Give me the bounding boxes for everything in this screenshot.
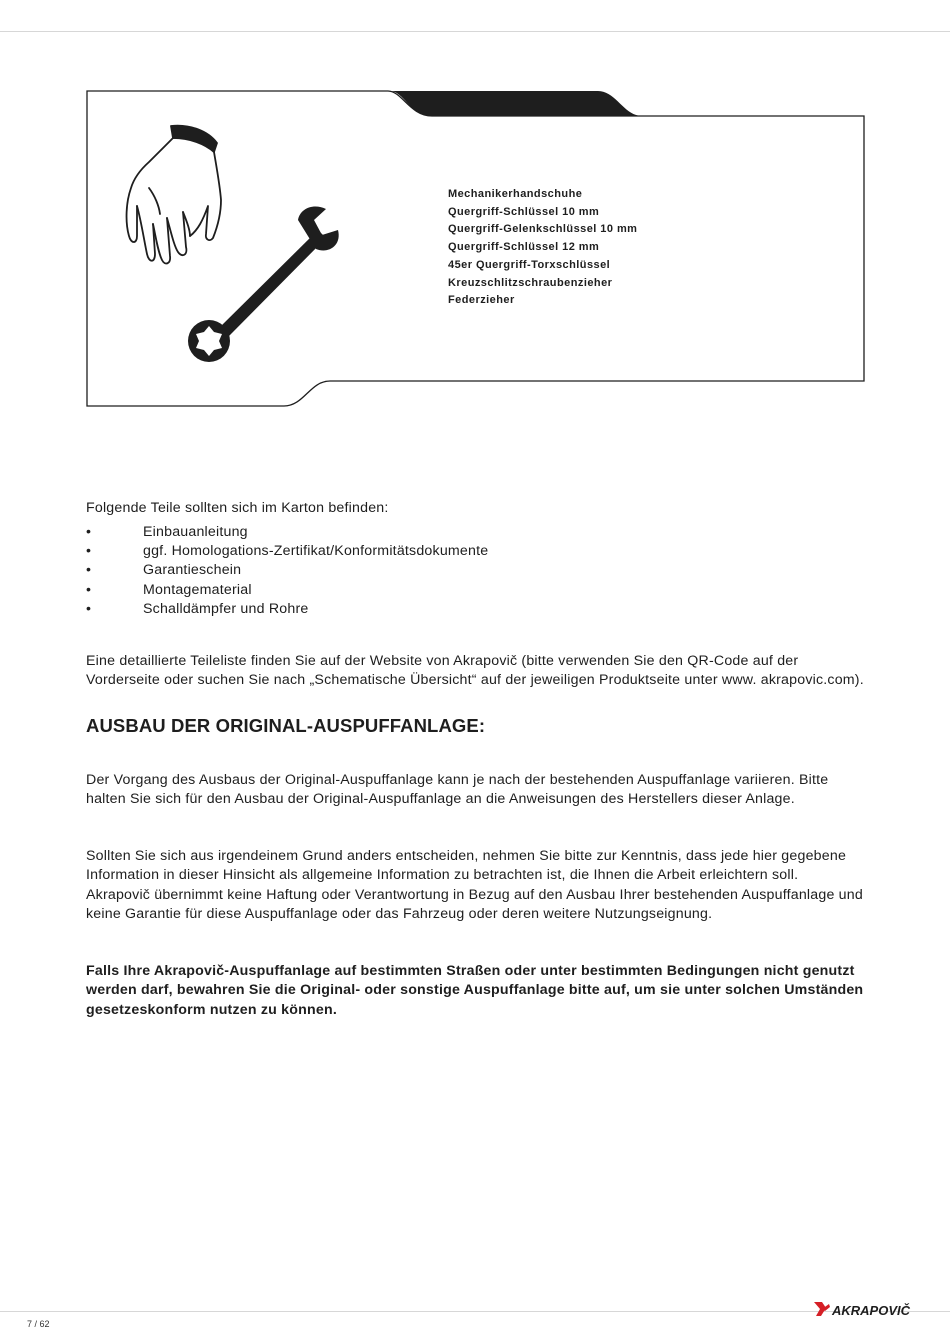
tool-item: Quergriff-Gelenkschlüssel 10 mm xyxy=(448,223,638,236)
removal-paragraph-1: Der Vorgang des Ausbaus der Original-Auspuffanlage kann je nach der bestehenden Auspuffanlage variieren. Bitte halten Sie sich für den Ausbau der Original-Auspuffanlage an die Anweisungen des Herstellers dieser Anlage. xyxy=(86,772,829,808)
wrench-icon xyxy=(188,206,339,362)
tool-item: Mechanikerhandschuhe xyxy=(448,188,583,200)
tool-item: Federzieher xyxy=(448,294,515,307)
parts-list xyxy=(86,523,864,619)
bullet-icon: • xyxy=(86,543,92,560)
tools-frame-tab xyxy=(390,91,642,116)
section-heading: AUSBAU DER ORIGINAL-AUSPUFFANLAGE: xyxy=(86,715,486,736)
parts-detail-paragraph: Eine detaillierte Teileliste finden Sie auf der Website von Akrapovič (bitte verwenden Sie den QR-Code auf der Vorderseite oder suchen Sie nach „Schematische Übersicht“ auf der jeweiligen Produktseite unter www. akrapovic.com). xyxy=(86,653,864,689)
parts-intro: Folgende Teile sollten sich im Karton befinden: xyxy=(86,500,389,517)
akrapovic-logo xyxy=(812,1298,911,1320)
bullet-icon: • xyxy=(86,562,92,579)
scorpion-icon xyxy=(814,1302,830,1316)
parts-list-item xyxy=(86,600,864,619)
tool-item: Quergriff-Schlüssel 12 mm xyxy=(448,241,600,254)
tool-item: Kreuzschlitzschraubenzieher xyxy=(448,276,613,289)
brand-wordmark: AKRAPOVIČ xyxy=(832,1303,911,1318)
parts-list-item xyxy=(86,561,864,580)
removal-paragraph-2: Sollten Sie sich aus irgendeinem Grund anders entscheiden, nehmen Sie bitte zur Kenntnis, dass jede hier gegebene Information in dieser Hinsicht als allgemeine Information zu betrachten ist, die Ihnen die Arbeit erleichtern soll. Akrapovič übernimmt keine Haftung oder Verantwortung in Bezug auf den Ausbau Ihrer bestehenden Auspuffanlage und keine Garantie für diese Auspuffanlage oder das Fahrzeug oder deren weitere Nutzungseignung. xyxy=(86,848,863,922)
glove-icon xyxy=(127,126,221,264)
page-number: 7 / 62 xyxy=(27,1319,50,1329)
parts-list-item xyxy=(86,581,864,600)
bullet-icon: • xyxy=(86,524,92,540)
parts-item-label: ggf. Homologations-Zertifikat/Konformitätsdokumente xyxy=(143,543,489,560)
removal-paragraph-3: Falls Ihre Akrapovič-Auspuffanlage auf bestimmten Straßen oder unter bestimmten Bedingungen nicht genutzt werden darf, bewahren Sie die Original- oder sonstige Auspuffanlage bitte auf, um sie unter solchen Umständen gesetzeskonform nutzen zu können. xyxy=(86,963,864,1018)
bullet-icon: • xyxy=(86,581,92,598)
bullet-icon: • xyxy=(86,600,92,617)
tool-item: 45er Quergriff-Torxschlüssel xyxy=(448,258,611,271)
parts-item-label: Einbauanleitung xyxy=(143,524,248,540)
parts-item-label: Schalldämpfer und Rohre xyxy=(143,600,309,617)
parts-item-label: Garantieschein xyxy=(143,562,242,579)
tool-item: Quergriff-Schlüssel 10 mm xyxy=(448,205,600,218)
parts-item-label: Montagematerial xyxy=(143,581,252,598)
parts-list-item xyxy=(86,542,864,561)
tools-list xyxy=(448,186,637,310)
parts-list-item xyxy=(86,523,864,542)
bottom-rule xyxy=(0,1311,950,1312)
